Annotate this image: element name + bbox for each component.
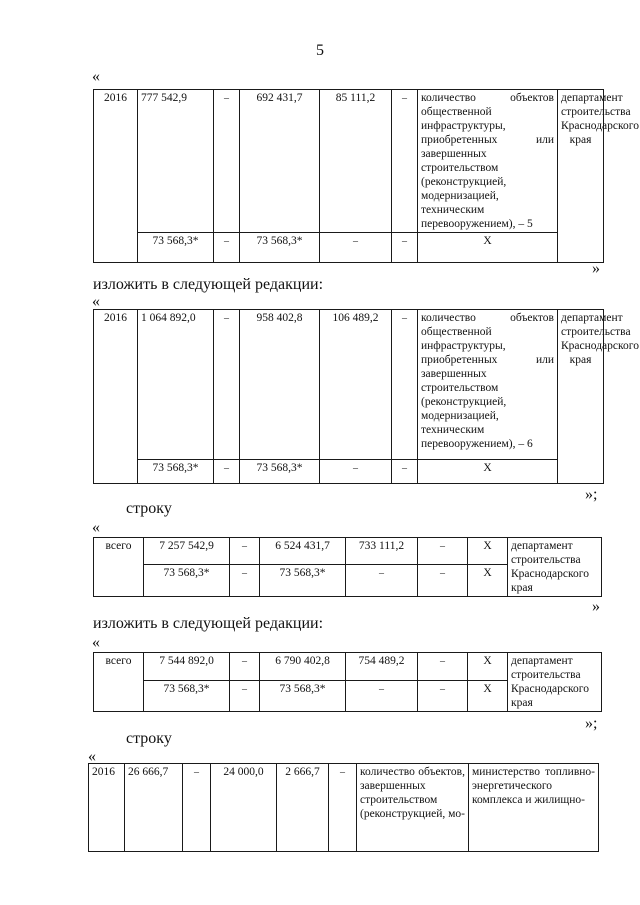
total-label-cell: всего [94,538,144,597]
value-cell: 73 568,3* [240,460,320,484]
open-quote: « [92,293,100,310]
open-quote: « [88,748,96,765]
description-cell: количество объектов, завершенных строительством (реконструкцией, мо- [357,764,469,852]
table-total-new [93,652,602,712]
dash-cell: – [346,681,418,712]
dash-cell: – [230,653,260,681]
dash-cell: – [418,681,468,712]
open-quote: « [92,519,100,536]
page-number: 5 [316,42,324,59]
x-mark-cell: Х [468,565,508,597]
value-cell: 6 790 402,8 [260,653,346,681]
dash-cell: – [214,233,240,263]
dash-cell: – [214,460,240,484]
description-cell: количество объектов общественной инфраструктуры, приобретенных или завершенных строительством (реконструкцией, модернизацией, техническим перевооружением), – 5 [418,90,558,233]
value-cell: 2 666,7 [277,764,329,852]
close-quote: » [592,598,600,615]
dash-cell: – [346,565,418,597]
value-cell: 85 111,2 [320,90,392,233]
value-cell: 73 568,3* [240,233,320,263]
value-cell: 106 489,2 [320,310,392,460]
dash-cell: – [230,681,260,712]
edit-phrase: изложить в следующей редакции: [93,276,324,293]
dash-cell: – [418,565,468,597]
dash-cell: – [418,538,468,565]
year-cell: 2016 [89,764,125,852]
value-cell: 692 431,7 [240,90,320,233]
dash-cell: – [230,565,260,597]
value-cell: 6 524 431,7 [260,538,346,565]
dash-cell: – [329,764,357,852]
edit-phrase: изложить в следующей редакции: [93,615,324,632]
dash-cell: – [392,310,418,460]
value-cell: 777 542,9 [138,90,214,233]
table-2016-old [93,89,639,263]
line-phrase: строку [126,500,172,517]
x-mark-cell: Х [468,653,508,681]
table-2016-fuel [88,763,599,852]
dash-cell: – [183,764,211,852]
value-cell: 73 568,3* [144,565,230,597]
dash-cell: – [214,310,240,460]
value-cell: 73 568,3* [260,565,346,597]
value-cell: 7 257 542,9 [144,538,230,565]
value-cell: 24 000,0 [211,764,277,852]
table-total-old [93,537,602,597]
dash-cell: – [392,90,418,233]
year-cell: 2016 [94,310,138,484]
line-phrase: строку [126,730,172,747]
dash-cell: – [418,653,468,681]
department-cell: департамент строительства Краснодарского края [558,90,604,263]
dash-cell: – [320,460,392,484]
value-cell: 73 568,3* [260,681,346,712]
close-quote: »; [585,486,598,503]
close-quote: » [592,260,600,277]
year-cell: 2016 [94,90,138,263]
dash-cell: – [214,90,240,233]
dash-cell: – [392,233,418,263]
table-2016-new [93,309,639,484]
x-mark-cell: Х [468,538,508,565]
value-cell: 958 402,8 [240,310,320,460]
dash-cell: – [230,538,260,565]
x-mark-cell: Х [418,233,558,263]
open-quote: « [92,634,100,651]
close-quote: »; [585,715,598,732]
value-cell: 73 568,3* [138,460,214,484]
x-mark-cell: Х [418,460,558,484]
dash-cell: – [320,233,392,263]
value-cell: 754 489,2 [346,653,418,681]
value-cell: 73 568,3* [144,681,230,712]
value-cell: 733 111,2 [346,538,418,565]
department-cell: министерство топливно-энергетического комплекса и жилищно- [469,764,599,852]
value-cell: 26 666,7 [125,764,183,852]
department-cell: департамент строительства Краснодарского края [508,538,602,597]
department-cell: департамент строительства Краснодарского края [558,310,604,484]
total-label-cell: всего [94,653,144,712]
department-cell: департамент строительства Краснодарского края [508,653,602,712]
value-cell: 1 064 892,0 [138,310,214,460]
value-cell: 7 544 892,0 [144,653,230,681]
open-quote: « [92,68,100,85]
value-cell: 73 568,3* [138,233,214,263]
x-mark-cell: Х [468,681,508,712]
dash-cell: – [392,460,418,484]
description-cell: количество объектов общественной инфраструктуры, приобретенных или завершенных строительством (реконструкцией, модернизацией, техническим перевооружением), – 6 [418,310,558,460]
